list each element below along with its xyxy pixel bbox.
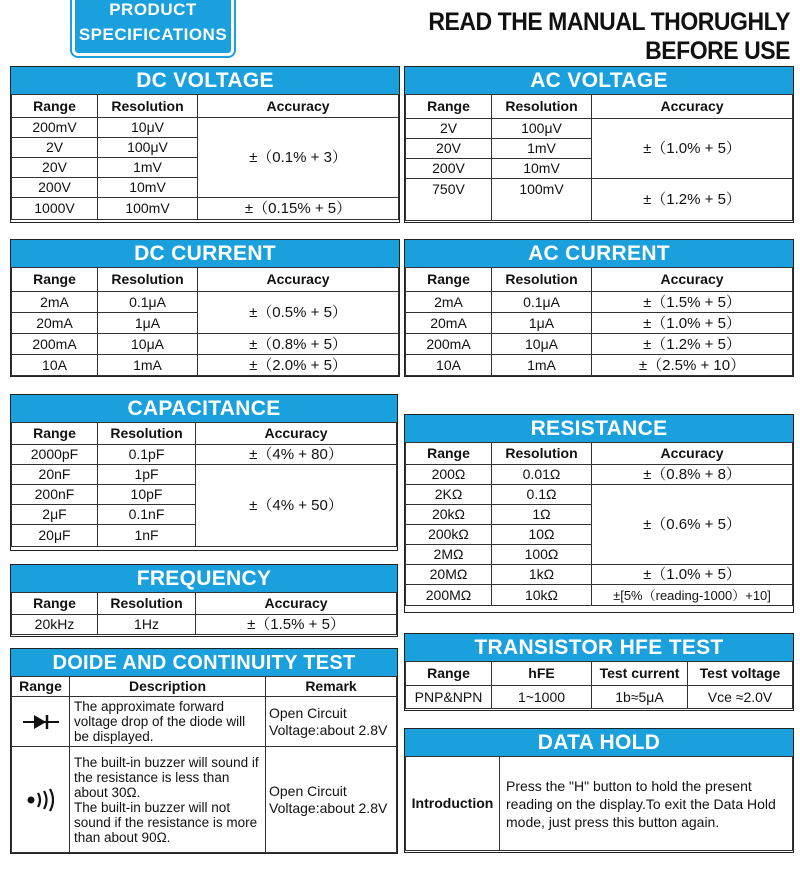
cell: 1mV — [492, 139, 592, 159]
cell: 100μV — [98, 138, 198, 158]
frequency-table — [11, 592, 397, 635]
buzzer-description — [70, 747, 266, 853]
accuracy-cell: ±（4% + 80） — [196, 445, 397, 465]
cell: 2mA — [12, 292, 98, 313]
cell: 1μA — [492, 313, 592, 334]
cell: 200Ω — [406, 465, 492, 485]
cell: 20V — [12, 158, 98, 178]
col-resolution: Resolution — [492, 268, 592, 292]
col-resolution: Resolution — [98, 593, 196, 615]
cell: 100μV — [492, 119, 592, 139]
buzzer-symbol-cell — [12, 747, 70, 853]
cell: 200mA — [12, 334, 98, 355]
cell: 1b≈5μA — [592, 686, 688, 709]
cell: 2V — [12, 138, 98, 158]
accuracy-cell: ±（1.0% + 5） — [592, 313, 793, 334]
cell: 1μA — [98, 313, 198, 334]
col-accuracy: Accuracy — [592, 443, 793, 465]
cell: 2V — [406, 119, 492, 139]
col-range: Range — [406, 95, 492, 119]
diode-panel — [10, 648, 398, 854]
ac-current-title: AC CURRENT — [405, 240, 793, 267]
ac-current-panel — [404, 239, 794, 377]
col-accuracy: Accuracy — [592, 95, 793, 119]
cell: 200V — [12, 178, 98, 198]
cell: 1Ω — [492, 505, 592, 525]
accuracy-cell: ±（0.6% + 5） — [592, 485, 793, 565]
col-accuracy: Accuracy — [198, 268, 399, 292]
ac-voltage-table — [405, 94, 793, 221]
accuracy-cell: ±（0.1% + 3） — [198, 118, 399, 198]
diode-symbol-cell — [12, 697, 70, 747]
cell: 200kΩ — [406, 525, 492, 545]
cell: 200mV — [12, 118, 98, 138]
cell: 1000V — [12, 198, 98, 220]
cell: 1pF — [98, 465, 196, 485]
col-test-voltage: Test voltage — [688, 662, 793, 686]
cell: 0.01Ω — [492, 465, 592, 485]
accuracy-cell: ±（1.0% + 5） — [592, 565, 793, 585]
buzzer-remark: Open Circuit Voltage:about 2.8V — [266, 747, 397, 853]
cell: PNP&NPN — [406, 686, 492, 709]
cell: 750V — [406, 179, 492, 221]
cell: 1mV — [98, 158, 198, 178]
buzzer-icon — [23, 788, 59, 812]
cell: 0.1μA — [98, 292, 198, 313]
col-range: Range — [406, 268, 492, 292]
cell: 20kΩ — [406, 505, 492, 525]
cell: 1mA — [492, 355, 592, 376]
cell: 200mA — [406, 334, 492, 355]
buzzer-description-b: The built-in buzzer will not sound if the resistance is more than about 90Ω. — [74, 799, 258, 845]
accuracy-cell: ±（1.5% + 5） — [196, 615, 397, 635]
data-hold-table — [405, 756, 793, 851]
cell: 0.1μA — [492, 292, 592, 313]
dc-voltage-title: DC VOLTAGE — [11, 67, 399, 94]
cell: 10Ω — [492, 525, 592, 545]
data-hold-panel — [404, 728, 794, 853]
col-range: Range — [406, 662, 492, 686]
dc-current-panel — [10, 239, 400, 377]
col-resolution: Resolution — [98, 423, 196, 445]
cell: 10μA — [98, 334, 198, 355]
cell: 20MΩ — [406, 565, 492, 585]
transistor-title: TRANSISTOR HFE TEST — [405, 634, 793, 661]
frequency-title: FREQUENCY — [11, 565, 397, 592]
diode-table — [11, 676, 397, 853]
cell: 10A — [406, 355, 492, 376]
col-accuracy: Accuracy — [198, 95, 399, 118]
col-range: Range — [12, 593, 98, 615]
product-specifications-badge — [72, 0, 234, 56]
accuracy-cell: ±（0.8% + 8） — [592, 465, 793, 485]
diode-description: The approximate forward voltage drop of the diode will be displayed. — [70, 697, 266, 747]
data-hold-text: Press the "H" button to hold the present reading on the display.To exit the Data Hold mode, just press this button again. — [500, 757, 793, 851]
dc-voltage-table — [11, 94, 399, 220]
accuracy-cell: ±（2.5% + 10） — [592, 355, 793, 376]
resistance-table — [405, 442, 793, 606]
cell: 20μF — [12, 525, 98, 547]
ac-voltage-panel — [404, 66, 794, 223]
cell: 100mV — [492, 179, 592, 221]
cell: 20V — [406, 139, 492, 159]
diode-title: DOIDE AND CONTINUITY TEST — [11, 649, 397, 676]
dc-voltage-panel — [10, 66, 400, 223]
cell: 0.1pF — [98, 445, 196, 465]
badge-line2: SPECIFICATIONS — [78, 25, 228, 44]
cell: 10mV — [492, 159, 592, 179]
cell: 0.1Ω — [492, 485, 592, 505]
cell: 10A — [12, 355, 98, 376]
accuracy-cell: ±（1.5% + 5） — [592, 292, 793, 313]
dc-current-table — [11, 267, 399, 376]
cell: 20mA — [406, 313, 492, 334]
transistor-table — [405, 661, 793, 709]
cell: 2000pF — [12, 445, 98, 465]
resistance-title: RESISTANCE — [405, 415, 793, 442]
data-hold-title: DATA HOLD — [405, 729, 793, 756]
accuracy-cell: ±（1.0% + 5） — [592, 119, 793, 179]
cell: 20mA — [12, 313, 98, 334]
capacitance-table — [11, 422, 397, 547]
col-remark: Remark — [266, 677, 397, 697]
capacitance-title: CAPACITANCE — [11, 395, 397, 422]
cell: 1kΩ — [492, 565, 592, 585]
col-range: Range — [12, 423, 98, 445]
capacitance-panel — [10, 394, 398, 551]
accuracy-cell: ±（4% + 50） — [196, 465, 397, 547]
buzzer-description-a: The built-in buzzer will sound if the resistance is less than about 30Ω. — [74, 754, 259, 800]
data-hold-label: Introduction — [406, 757, 500, 851]
col-range: Range — [406, 443, 492, 465]
cell: 2KΩ — [406, 485, 492, 505]
ac-current-table — [405, 267, 793, 376]
cell: Vce ≈2.0V — [688, 686, 793, 709]
headline: READ THE MANUAL THORUGHLY BEFORE USE — [428, 8, 790, 65]
cell: 10kΩ — [492, 585, 592, 606]
badge-line1: PRODUCT — [109, 0, 197, 19]
col-test-current: Test current — [592, 662, 688, 686]
cell: 20nF — [12, 465, 98, 485]
col-resolution: Resolution — [492, 95, 592, 119]
cell: 2MΩ — [406, 545, 492, 565]
diode-remark: Open Circuit Voltage:about 2.8V — [266, 697, 397, 747]
cell: 1nF — [98, 525, 196, 547]
cell: 100mV — [98, 198, 198, 220]
resistance-panel — [404, 414, 794, 613]
ac-voltage-title: AC VOLTAGE — [405, 67, 793, 94]
transistor-panel — [404, 633, 794, 711]
col-accuracy: Accuracy — [196, 593, 397, 615]
cell: 10mV — [98, 178, 198, 198]
col-hfe: hFE — [492, 662, 592, 686]
accuracy-cell: ±[5%（reading-1000）+10] — [592, 585, 793, 606]
cell: 1~1000 — [492, 686, 592, 709]
col-accuracy: Accuracy — [196, 423, 397, 445]
cell: 100Ω — [492, 545, 592, 565]
accuracy-cell: ±（0.8% + 5） — [198, 334, 399, 355]
col-resolution: Resolution — [98, 268, 198, 292]
dc-current-title: DC CURRENT — [11, 240, 399, 267]
col-resolution: Resolution — [492, 443, 592, 465]
cell: 200MΩ — [406, 585, 492, 606]
col-range: Range — [12, 268, 98, 292]
frequency-panel — [10, 564, 398, 637]
cell: 10μV — [98, 118, 198, 138]
accuracy-cell: ±（2.0% + 5） — [198, 355, 399, 376]
cell: 2mA — [406, 292, 492, 313]
accuracy-cell: ±（0.15% + 5） — [198, 198, 399, 220]
cell: 200nF — [12, 485, 98, 505]
cell: 1Hz — [98, 615, 196, 635]
cell: 10μA — [492, 334, 592, 355]
cell: 200V — [406, 159, 492, 179]
col-resolution: Resolution — [98, 95, 198, 118]
diode-icon — [21, 712, 61, 732]
col-accuracy: Accuracy — [592, 268, 793, 292]
cell: 10pF — [98, 485, 196, 505]
col-range: Range — [12, 95, 98, 118]
col-description: Description — [70, 677, 266, 697]
header — [0, 0, 800, 65]
col-range: Range — [12, 677, 70, 697]
accuracy-cell: ±（0.5% + 5） — [198, 292, 399, 334]
accuracy-cell: ±（1.2% + 5） — [592, 179, 793, 221]
cell: 1mA — [98, 355, 198, 376]
accuracy-cell: ±（1.2% + 5） — [592, 334, 793, 355]
cell: 2μF — [12, 505, 98, 525]
cell: 20kHz — [12, 615, 98, 635]
cell: 0.1nF — [98, 505, 196, 525]
